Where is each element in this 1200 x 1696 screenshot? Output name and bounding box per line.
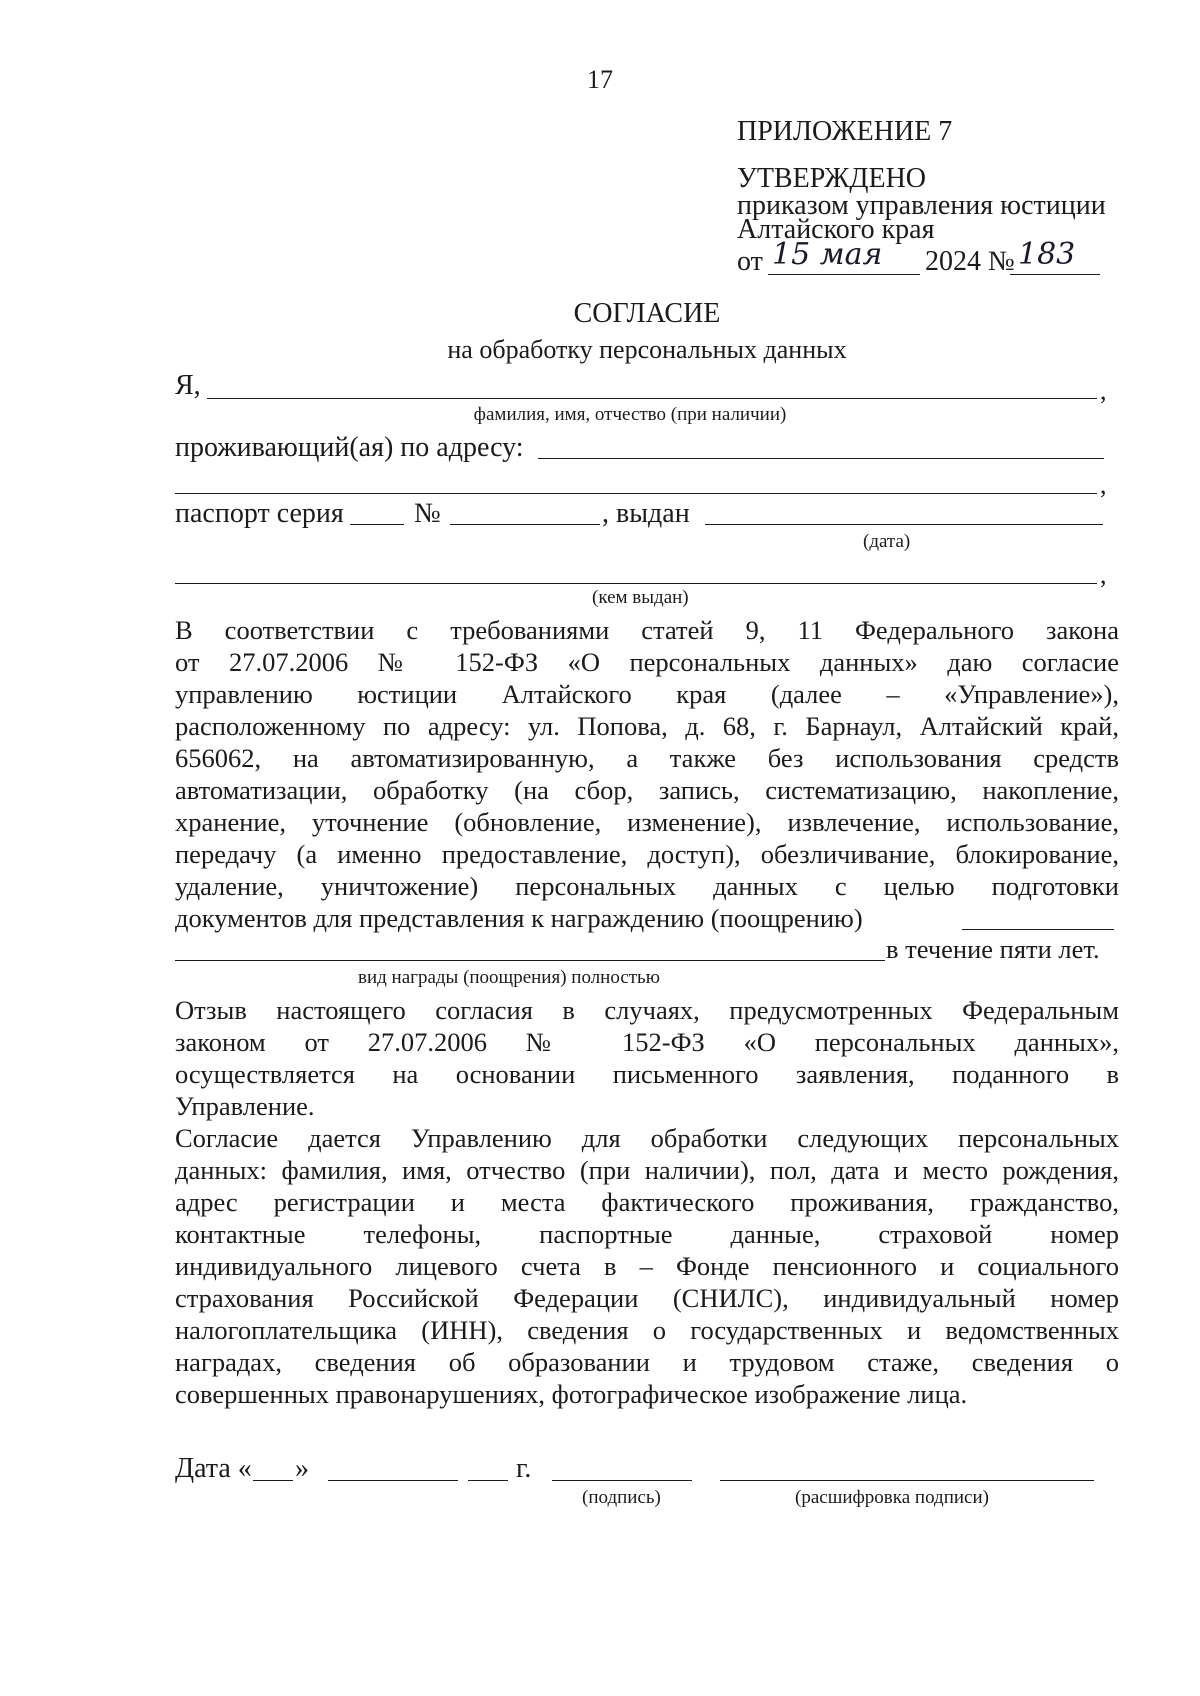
issued-date-line[interactable] bbox=[705, 524, 1103, 525]
paragraph-3-line: наградах, сведения об образовании и трудовом стаже, сведения о bbox=[175, 1347, 1119, 1377]
paragraph-1-line: передачу (а именно предоставление, доступ), обезличивание, блокирование, bbox=[175, 839, 1119, 869]
paragraph-1-line: 656062, на автоматизированную, а также без использования средств bbox=[175, 743, 1119, 773]
passport-number-line[interactable] bbox=[450, 524, 600, 525]
date-caption: (дата) bbox=[863, 531, 911, 552]
fio-caption: фамилия, имя, отчество (при наличии) bbox=[473, 404, 787, 425]
paragraph-2-line: Отзыв настоящего согласия в случаях, предусмотренных Федеральным bbox=[175, 995, 1119, 1025]
award-line-2[interactable] bbox=[175, 960, 885, 961]
paragraph-2-line: осуществляется на основании письменного заявления, поданного в bbox=[175, 1059, 1119, 1089]
paragraph-3-line: Согласие дается Управлению для обработки следующих персональных bbox=[175, 1123, 1119, 1153]
paragraph-3-line: страхования Российской Федерации (СНИЛС), индивидуальный номер bbox=[175, 1283, 1119, 1313]
award-caption: вид награды (поощрения) полностью bbox=[358, 967, 660, 988]
sign-year-line[interactable] bbox=[468, 1480, 508, 1481]
order-year: 2024 № bbox=[925, 246, 1015, 277]
approved-label: УТВЕРЖДЕНО bbox=[737, 163, 927, 194]
paragraph-1-line: управлению юстиции Алтайского края (далее – «Управление»), bbox=[175, 679, 1119, 709]
order-date-handwritten: 15 мая bbox=[772, 237, 883, 272]
order-line-1: приказом управления юстиции bbox=[737, 190, 1106, 221]
award-line-1[interactable] bbox=[962, 929, 1114, 930]
signature-decode-caption: (расшифровка подписи) bbox=[795, 1487, 989, 1508]
order-date-line bbox=[768, 274, 920, 275]
paragraph-1-line: удаление, уничтожение) персональных данных с целью подготовки bbox=[175, 871, 1119, 901]
i-label: Я, bbox=[175, 370, 201, 401]
paragraph-3-line: индивидуального лицевого счета в – Фонде пенсионного и социального bbox=[175, 1251, 1119, 1281]
issued-by-comma: , bbox=[1100, 560, 1107, 589]
signature-decode-line[interactable] bbox=[720, 1480, 1094, 1481]
order-number-line bbox=[1010, 274, 1100, 275]
paragraph-1-line: автоматизации, обработку (на сбор, запись, систематизацию, накопление, bbox=[175, 775, 1119, 805]
paragraph-3-line: адрес регистрации и места фактического проживания, гражданство, bbox=[175, 1187, 1119, 1217]
paragraph-2-line: законом от 27.07.2006 № 152-ФЗ «О персональных данных», bbox=[175, 1027, 1119, 1057]
paragraph-1-line: хранение, уточнение (обновление, изменение), извлечение, использование, bbox=[175, 807, 1119, 837]
sign-month-line[interactable] bbox=[328, 1480, 458, 1481]
passport-number-label: № bbox=[414, 498, 441, 529]
year-suffix: г. bbox=[516, 1453, 532, 1484]
document-subtitle: на обработку персональных данных bbox=[447, 335, 847, 364]
address-line-2[interactable] bbox=[175, 493, 1097, 494]
paragraph-3-line: контактные телефоны, паспортные данные, страховой номер bbox=[175, 1219, 1119, 1249]
issued-by-caption: (кем выдан) bbox=[592, 587, 689, 608]
order-date-prefix: от bbox=[737, 246, 763, 277]
paragraph-1-line: расположенному по адресу: ул. Попова, д. 68, г. Барнаул, Алтайский край, bbox=[175, 711, 1119, 741]
address-comma: , bbox=[1100, 470, 1107, 499]
paragraph-2-last-line: Управление. bbox=[175, 1091, 315, 1121]
document-title: СОГЛАСИЕ bbox=[573, 298, 721, 329]
signature-caption: (подпись) bbox=[582, 1487, 661, 1508]
date-label: Дата « bbox=[175, 1453, 252, 1484]
award-tail: в течение пяти лет. bbox=[886, 934, 1100, 964]
paragraph-1-line: В соответствии с требованиями статей 9, 11 Федерального закона bbox=[175, 615, 1119, 645]
order-number-handwritten: 183 bbox=[1018, 237, 1076, 272]
issued-by-line[interactable] bbox=[175, 583, 1097, 584]
address-line-1[interactable] bbox=[538, 458, 1104, 459]
passport-series-label: паспорт серия bbox=[175, 498, 344, 529]
issued-label: , выдан bbox=[602, 498, 690, 529]
paragraph-3-line: налогоплательщика (ИНН), сведения о государственных и ведомственных bbox=[175, 1315, 1119, 1345]
signature-line[interactable] bbox=[552, 1480, 692, 1481]
sign-day-line[interactable] bbox=[253, 1480, 293, 1481]
page-number: 17 bbox=[587, 65, 613, 94]
address-label: проживающий(ая) по адресу: bbox=[175, 432, 524, 463]
fio-comma: , bbox=[1100, 376, 1107, 405]
paragraph-3-last-line: совершенных правонарушениях, фотографическое изображение лица. bbox=[175, 1379, 968, 1409]
fio-line[interactable] bbox=[207, 398, 1097, 399]
paragraph-1-line: документов для представления к награждению (поощрению) bbox=[175, 903, 863, 933]
appendix-label: ПРИЛОЖЕНИЕ 7 bbox=[737, 116, 953, 147]
quote-close: » bbox=[295, 1453, 309, 1484]
paragraph-1-line: от 27.07.2006 № 152-ФЗ «О персональных данных» даю согласие bbox=[175, 647, 1119, 677]
paragraph-3-line: данных: фамилия, имя, отчество (при наличии), пол, дата и место рождения, bbox=[175, 1155, 1119, 1185]
passport-series-line[interactable] bbox=[350, 524, 404, 525]
order-line-2: Алтайского края bbox=[737, 214, 935, 245]
